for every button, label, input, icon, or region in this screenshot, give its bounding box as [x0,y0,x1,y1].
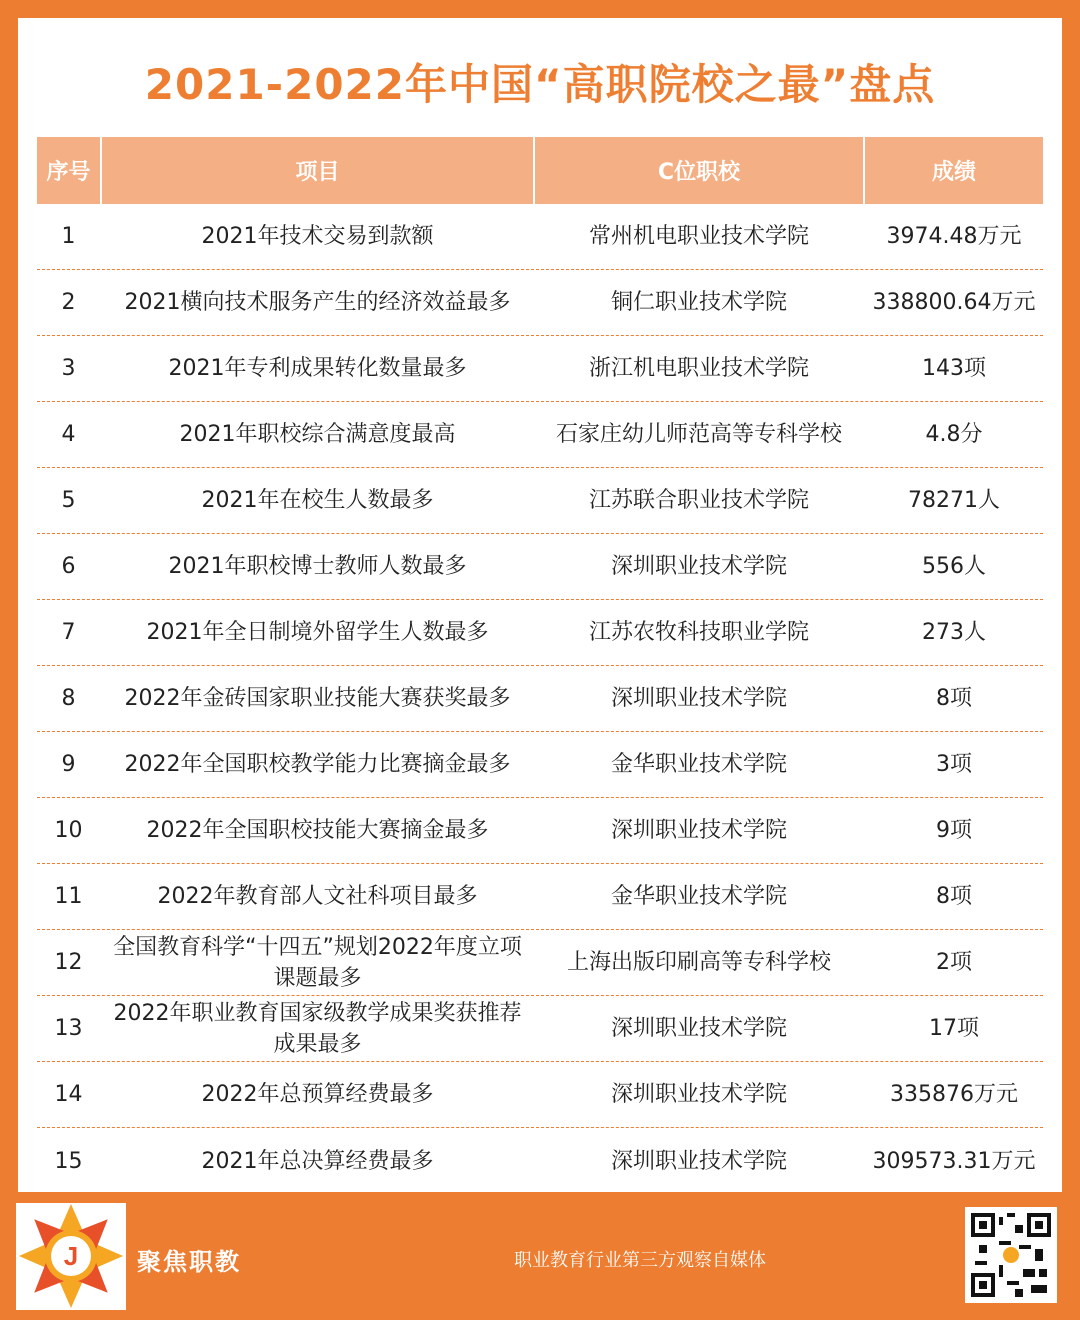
table-row [37,1062,1043,1128]
table-row [37,270,1043,336]
row-result: 78271人 [908,488,1000,513]
page-title: 2021-2022年中国“高职院校之最”盘点 [144,60,936,109]
row-item: 2021年在校生人数最多 [201,488,434,513]
row-result: 338800.64万元 [872,290,1036,315]
row-item: 2022年金砖国家职业技能大赛获奖最多 [124,686,511,711]
row-item: 2022年教育部人文社科项目最多 [157,884,478,909]
footer [0,1192,1080,1320]
row-index: 11 [54,884,83,909]
table-row [37,864,1043,930]
header-index: 序号 [37,137,100,204]
table-row [37,468,1043,534]
row-item: 全国教育科学“十四五”规划2022年度立项课题最多 [113,934,522,991]
row-school: 金华职业技术学院 [610,752,787,777]
qr-code-icon [971,1213,1051,1297]
row-item: 2022年全国职校教学能力比赛摘金最多 [124,752,511,777]
row-index: 6 [61,554,76,579]
row-school: 深圳职业技术学院 [610,818,787,843]
row-school: 浙江机电职业技术学院 [588,356,809,381]
tagline: 职业教育行业第三方观察自媒体 [514,1250,766,1271]
row-index: 14 [54,1082,83,1107]
table-row [37,600,1043,666]
row-index: 10 [54,818,83,843]
row-index: 5 [61,488,76,513]
brand-name: 聚焦职教 [137,1248,241,1276]
row-school: 深圳职业技术学院 [610,554,787,579]
row-result: 9项 [936,818,972,843]
row-result: 309573.31万元 [872,1148,1036,1174]
row-result: 2项 [936,950,972,975]
row-result: 335876万元 [890,1082,1018,1107]
table-row [37,666,1043,732]
row-school: 铜仁职业技术学院 [610,290,787,315]
row-item: 2021年职校综合满意度最高 [179,422,456,447]
row-school: 深圳职业技术学院 [610,1016,787,1041]
table-row [37,402,1043,468]
row-item: 2022年全国职校技能大赛摘金最多 [146,818,489,843]
row-index: 8 [61,686,76,711]
row-school: 深圳职业技术学院 [610,1148,787,1174]
row-index: 2 [61,290,76,315]
row-school: 石家庄幼儿师范高等专科学校 [555,422,842,447]
table-row [37,336,1043,402]
table-row [37,930,1043,996]
row-school: 江苏农牧科技职业学院 [588,620,809,645]
row-result: 17项 [929,1016,979,1041]
row-item: 2022年职业教育国家级教学成果奖获推荐成果最多 [113,1000,522,1057]
row-result: 4.8分 [925,422,983,447]
row-item: 2021年总决算经费最多 [201,1148,434,1174]
qr-code [965,1207,1057,1303]
table-row [37,534,1043,600]
row-school: 深圳职业技术学院 [610,686,787,711]
row-school: 上海出版印刷高等专科学校 [566,950,831,975]
row-result: 8项 [936,686,972,711]
row-school: 江苏联合职业技术学院 [588,488,809,513]
table-body [37,204,1043,1194]
header-school: C位职校 [535,137,863,204]
row-result: 143项 [922,356,986,381]
row-index: 12 [54,950,83,975]
row-index: 13 [54,1016,83,1041]
row-item: 2021年全日制境外留学生人数最多 [146,620,489,645]
row-item: 2022年总预算经费最多 [201,1082,434,1107]
row-index: 15 [54,1148,83,1174]
row-result: 8项 [936,884,972,909]
row-item: 2021年技术交易到款额 [201,224,434,249]
row-result: 273人 [922,620,986,645]
row-result: 3974.48万元 [886,224,1022,249]
sun-logo-icon [16,1203,126,1310]
table-row [37,798,1043,864]
table-row [37,204,1043,270]
header-result: 成绩 [865,137,1043,204]
row-index: 9 [61,752,76,777]
table-row [37,732,1043,798]
logo [16,1203,126,1310]
table-row [37,996,1043,1062]
row-school: 常州机电职业技术学院 [588,224,809,249]
row-item: 2021横向技术服务产生的经济效益最多 [124,290,511,315]
row-index: 3 [61,356,76,381]
table-header [37,137,1043,204]
row-item: 2021年专利成果转化数量最多 [168,356,467,381]
row-school: 深圳职业技术学院 [610,1082,787,1107]
row-index: 1 [61,224,76,249]
row-index: 7 [61,620,76,645]
row-item: 2021年职校博士教师人数最多 [168,554,467,579]
row-result: 556人 [922,554,986,579]
row-index: 4 [61,422,76,447]
header-item: 项目 [102,137,533,204]
table-row [37,1128,1043,1194]
row-school: 金华职业技术学院 [610,884,787,909]
svg-text:J: J [63,1241,79,1271]
row-result: 3项 [936,752,972,777]
